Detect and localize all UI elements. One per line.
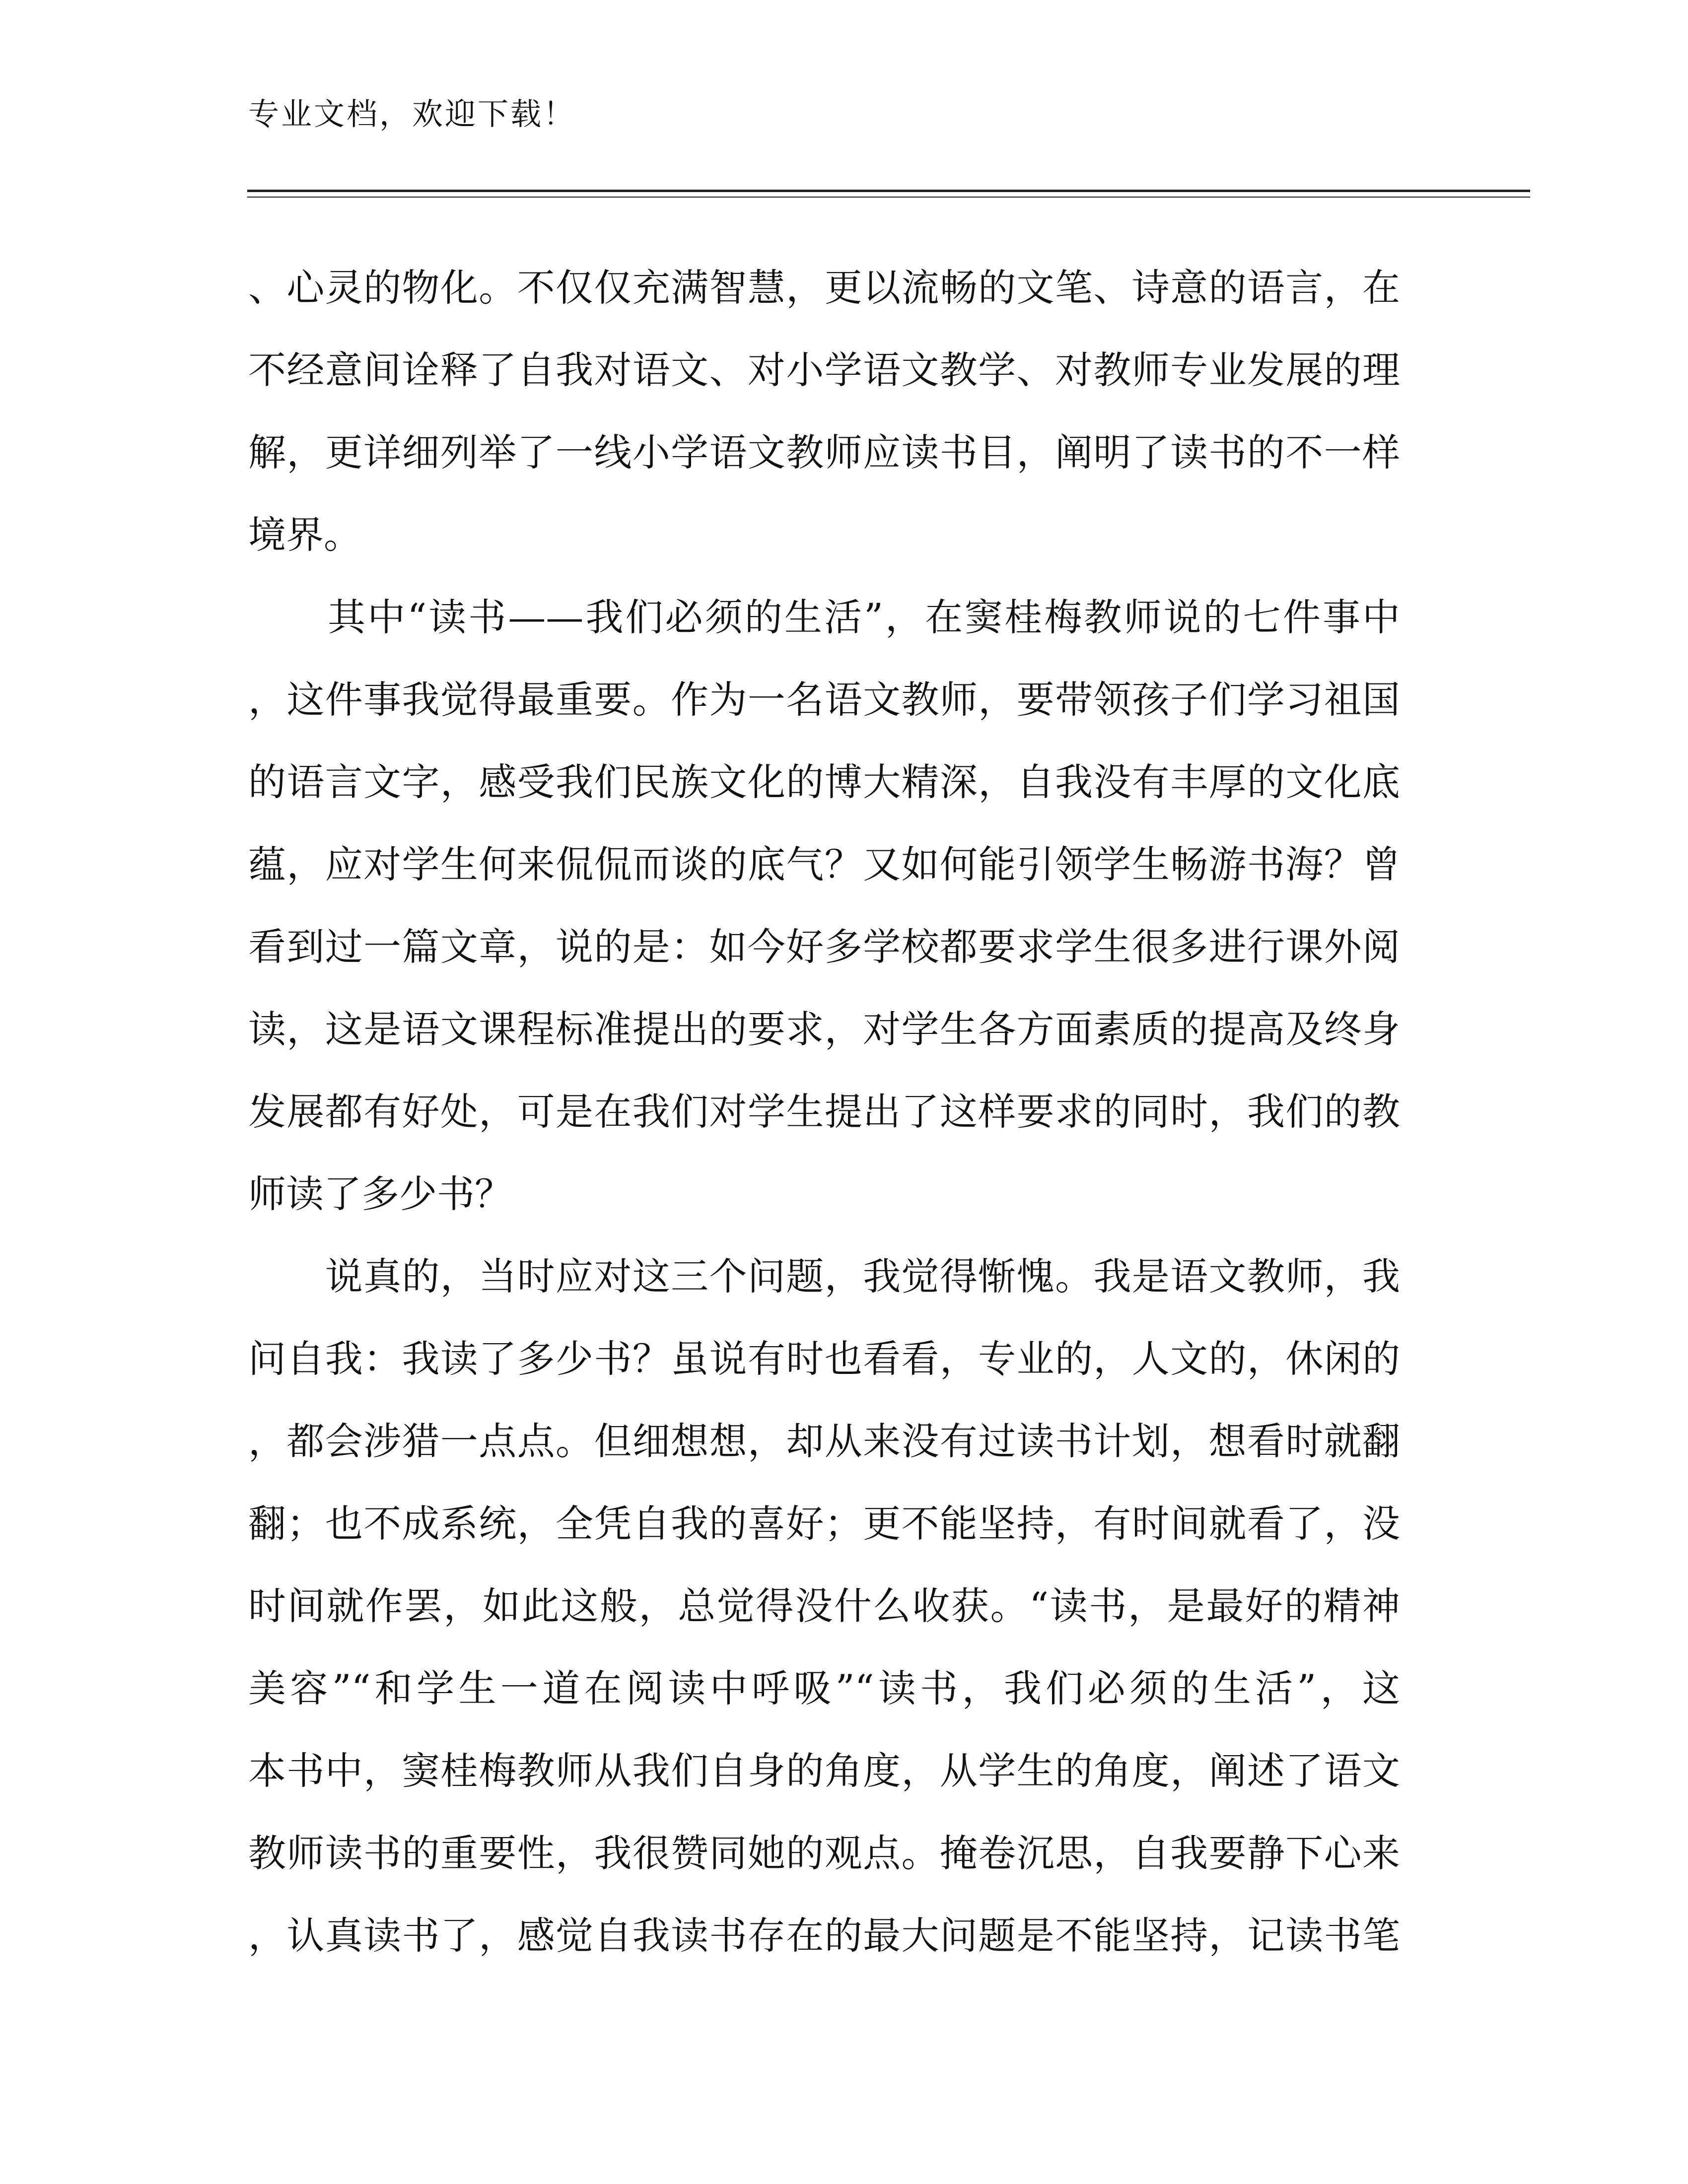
text-line: 不经意间诠释了自我对语文、对小学语文教学、对教师专业发展的理 <box>248 348 1400 392</box>
text-line: 美容”“和学生一道在阅读中呼吸”“读书，我们必须的生活”，这 <box>248 1666 1400 1710</box>
text-line: 境界。 <box>248 513 361 557</box>
text-line: 说真的，当时应对这三个问题，我觉得惭愧。我是语文教师，我 <box>248 1254 1400 1298</box>
text-line: 、心灵的物化。不仅仅充满智慧，更以流畅的文笔、诗意的语言，在 <box>248 266 1400 310</box>
text-line: 解，更详细列举了一线小学语文教师应读书目，阐明了读书的不一样 <box>248 430 1400 475</box>
text-line: 问自我：我读了多少书？虽说有时也看看，专业的，人文的，休闲的 <box>248 1337 1400 1381</box>
text-line: 时间就作罢，如此这般，总觉得没什么收获。“读书，是最好的精神 <box>248 1584 1400 1628</box>
text-line: 的语言文字，感受我们民族文化的博大精深，自我没有丰厚的文化底 <box>248 760 1400 804</box>
text-line: 翻；也不成系统，全凭自我的喜好；更不能坚持，有时间就看了，没 <box>248 1502 1400 1546</box>
text-line: 读，这是语文课程标准提出的要求，对学生各方面素质的提高及终身 <box>248 1007 1400 1051</box>
text-line: ，这件事我觉得最重要。作为一名语文教师，要带领孩子们学习祖国 <box>248 678 1400 722</box>
header-divider <box>247 190 1530 198</box>
text-line: ，认真读书了，感觉自我读书存在的最大问题是不能坚持，记读书笔 <box>248 1913 1400 1958</box>
text-line: 其中“读书——我们必须的生活”，在窦桂梅教师说的七件事中 <box>248 595 1400 639</box>
text-line: 本书中，窦桂梅教师从我们自身的角度，从学生的角度，阐述了语文 <box>248 1749 1400 1793</box>
text-line: 师读了多少书？ <box>248 1172 512 1216</box>
header-title: 专业文档，欢迎下载！ <box>248 96 576 132</box>
text-line: 教师读书的重要性，我很赞同她的观点。掩卷沉思，自我要静下心来 <box>248 1831 1400 1875</box>
text-line: ，都会涉猎一点点。但细想想，却从来没有过读书计划，想看时就翻 <box>248 1419 1400 1463</box>
text-line: 发展都有好处，可是在我们对学生提出了这样要求的同时，我们的教 <box>248 1090 1400 1134</box>
text-line: 看到过一篇文章，说的是：如今好多学校都要求学生很多进行课外阅 <box>248 925 1400 969</box>
body-text <box>248 263 1400 1993</box>
text-line: 蕴，应对学生何来侃侃而谈的底气？又如何能引领学生畅游书海？曾 <box>248 842 1400 887</box>
